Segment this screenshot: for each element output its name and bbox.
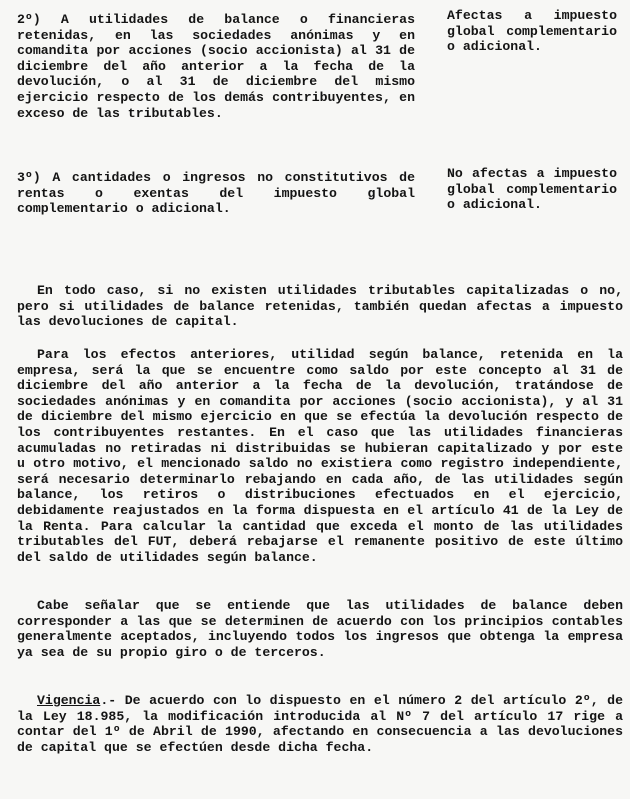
item-3-description: 3º) A cantidades o ingresos no constitutivos de rentas o exentas del impuesto global complementario o adicional. <box>17 170 415 217</box>
paragraph-cabe-senalar: Cabe señalar que se entiende que las utilidades de balance deben corresponder a las que se determinen de acuerdo con los principios contables generalmente aceptados, incluyendo todos los ingresos que obtenga la empresa ya sea de su propio giro o de terceros. <box>17 598 623 660</box>
paragraph-efectos-anteriores: Para los efectos anteriores, utilidad según balance, retenida en la empresa, será la que se encuentre como saldo por este concepto al 31 de diciembre del año anterior a la fecha de la devolución, tratándose de sociedades anónimas y en comandita por acciones (socio accionista), y al 31 de diciembre del mismo ejercicio en que se efectúa la devolución respecto de los contribuyentes restantes. En el caso que las utilidades financieras acumuladas no retiradas ni distribuidas se hubieran capitalizado y por este u otro motivo, el mencionado saldo no existiera como registro independiente, será necesario determinarlo rebajando en cada año, de las utilidades según balance, los retiros o distribuciones efectuados en el ejercicio, debidamente reajustados en la forma dispuesta en el artículo 41 de la Ley de la Renta. Para calcular la cantidad que exceda el monto de las utilidades tributables del FUT, deberá rebajarse el remanente positivo de este último del saldo de utilidades según balance. <box>17 347 623 565</box>
paragraph-en-todo-caso: En todo caso, si no existen utilidades tributables capitalizadas o no, pero si utilidades de balance retenidas, también quedan afectas a impuesto las devoluciones de capital. <box>17 283 623 330</box>
item-3-tax-treatment: No afectas a impuesto global complementario o adicional. <box>447 166 617 213</box>
paragraph-vigencia <box>17 693 623 755</box>
item-2-description: 2º) A utilidades de balance o financieras retenidas, en las sociedades anónimas y en comandita por acciones (socio accionista) al 31 de diciembre del año anterior a la fecha de la devolución, o al 31 de diciembre del mismo ejercicio respecto de los demás contribuyentes, en exceso de las tributables. <box>17 12 415 121</box>
item-2-tax-treatment: Afectas a impuesto global complementario o adicional. <box>447 8 617 55</box>
vigencia-title: Vigencia <box>37 693 101 708</box>
vigencia-text: .- De acuerdo con lo dispuesto en el número 2 del artículo 2º, de la Ley 18.985, la modificación introducida al Nº 7 del artículo 17 rige a contar del 1º de Abril de 1990, afectando en consecuencia a las devoluciones de capital que se efectúen desde dicha fecha. <box>17 693 623 755</box>
